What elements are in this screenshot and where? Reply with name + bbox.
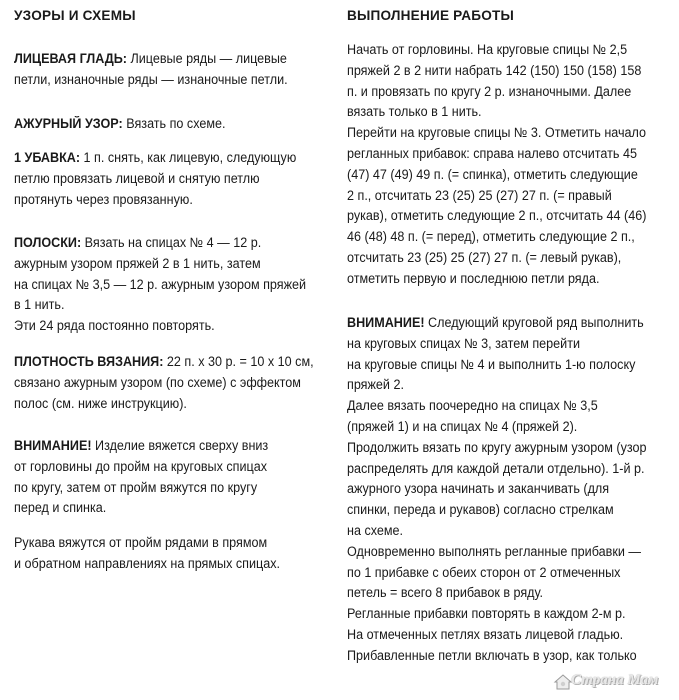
text-line: петлю провязать лицевой и снятую петлю — [14, 170, 260, 186]
text-line: на схеме. — [347, 522, 404, 538]
text-line: рукав), отметить следующие 2 п., отсчитать 44 (46) — [347, 208, 647, 224]
text-line: ПЛОТНОСТЬ ВЯЗАНИЯ: 22 п. х 30 р. = 10 х 10 см, — [14, 354, 314, 369]
watermark-text: Страна Мам — [571, 672, 659, 688]
text-line: Продолжить вязать по кругу ажурным узором (узор — [347, 439, 647, 455]
text-line: ПОЛОСКИ: Вязать на спицах № 4 — 12 р. — [14, 235, 262, 250]
text-line: п. и провязать по кругу 2 р. изнаночными. Далее — [347, 83, 632, 99]
text-line: АЖУРНЫЙ УЗОР: Вязать по схеме. — [14, 116, 226, 131]
text-line: ажурным узором пряжей 2 в 1 нить, затем — [14, 255, 261, 271]
text-line: отметить первую и последнюю петли ряда. — [347, 270, 600, 286]
text-line: Одновременно выполнять регланные прибавки — — [347, 543, 641, 559]
text-line: пряжей 2 в 2 нити набрать 142 (150) 150 (158) 158 — [347, 62, 642, 78]
text-line: ажурного узора начинать и заканчивать (для — [347, 481, 610, 497]
text-line: вязать только в 1 нить. — [347, 104, 482, 120]
text-line: спинки, переда и рукавов) согласно стрелкам — [347, 502, 614, 518]
paragraph-stockinette — [14, 49, 305, 91]
text-line: полос (см. ниже инструкцию). — [14, 395, 187, 411]
text-line: петли, изнаночные ряды — изнаночные петли. — [14, 71, 288, 87]
text-line: 2 п., отсчитать 23 (25) 25 (27) 27 п. (= правый — [347, 187, 612, 203]
text-line: Рукава вяжутся от пройм рядами в прямом — [14, 535, 268, 550]
text-line: На отмеченных петлях вязать лицевой гладью. — [347, 626, 624, 642]
paragraph-stripes — [14, 233, 325, 337]
text-line: Эти 24 ряда постоянно повторять. — [14, 318, 215, 334]
text-line: на круговые спицы № 4 и выполнить 1-ю полоску — [347, 356, 636, 372]
paragraph-attention-construction — [14, 436, 284, 519]
paragraph-start-neckline — [347, 40, 666, 290]
text-line: регланных прибавок: справа налево отсчитать 45 — [347, 145, 637, 161]
text-line: ВНИМАНИЕ! Следующий круговой ряд выполнить — [347, 315, 644, 330]
text-line: отсчитать 23 (25) 25 (27) 27 п. (= левый рукав), — [347, 249, 622, 265]
text-line: связано ажурным узором (по схеме) с эффектом — [14, 374, 301, 390]
text-line: по кругу, затем от пройм вяжутся по кругу — [14, 479, 258, 495]
text-line: Начать от горловины. На круговые спицы № 2,5 — [347, 42, 628, 57]
text-line: перед и спинка. — [14, 500, 107, 516]
text-line: по 1 прибавке с обеих сторон от 2 отмеченных — [347, 564, 621, 580]
text-line: распределять для каждой детали отдельно). 1-й р. — [347, 460, 645, 476]
text-line: 46 (48) 48 п. (= перед), отметить следующие 2 п., — [347, 229, 635, 245]
section-heading-instructions: ВЫПОЛНЕНИЕ РАБОТЫ — [347, 8, 515, 23]
section-heading-patterns: УЗОРЫ И СХЕМЫ — [14, 8, 136, 23]
text-line: на спицах № 3,5 — 12 р. ажурным узором пряжей — [14, 276, 307, 292]
text-line: Прибавленные петли включать в узор, как только — [347, 647, 637, 663]
text-line: от горловины до пройм на круговых спицах — [14, 458, 268, 474]
paragraph-decrease — [14, 148, 314, 210]
text-line: Регланные прибавки повторять в каждом 2-м р. — [347, 606, 626, 622]
text-line: петель = всего 8 прибавок в ряду. — [347, 585, 544, 601]
paragraph-gauge — [14, 352, 333, 414]
text-line: (пряжей 1) и на спицах № 4 (пряжей 2). — [347, 418, 578, 434]
house-logo-icon — [553, 672, 573, 692]
text-line: протянуть через провязанную. — [14, 191, 193, 207]
site-watermark — [553, 666, 673, 696]
text-line: Далее вязать поочередно на спицах № 3,5 — [347, 398, 598, 414]
text-line: ЛИЦЕВАЯ ГЛАДЬ: Лицевые ряды — лицевые — [14, 51, 287, 66]
text-line: и обратном направлениях на прямых спицах. — [14, 555, 281, 571]
text-line: в 1 нить. — [14, 297, 65, 313]
text-line: пряжей 2. — [347, 377, 404, 393]
text-line: ВНИМАНИЕ! Изделие вяжется сверху вниз — [14, 438, 269, 453]
paragraph-lace-pattern — [14, 114, 239, 135]
paragraph-attention-stripes — [347, 313, 666, 667]
text-line: (47) 47 (49) 49 п. (= спинка), отметить следующие — [347, 166, 638, 182]
paragraph-sleeves — [14, 533, 297, 575]
text-line: Перейти на круговые спицы № 3. Отметить начало — [347, 125, 647, 141]
text-line: 1 УБАВКА: 1 п. снять, как лицевую, следующую — [14, 150, 297, 165]
text-line: на круговых спицах № 3, затем перейти — [347, 335, 581, 351]
